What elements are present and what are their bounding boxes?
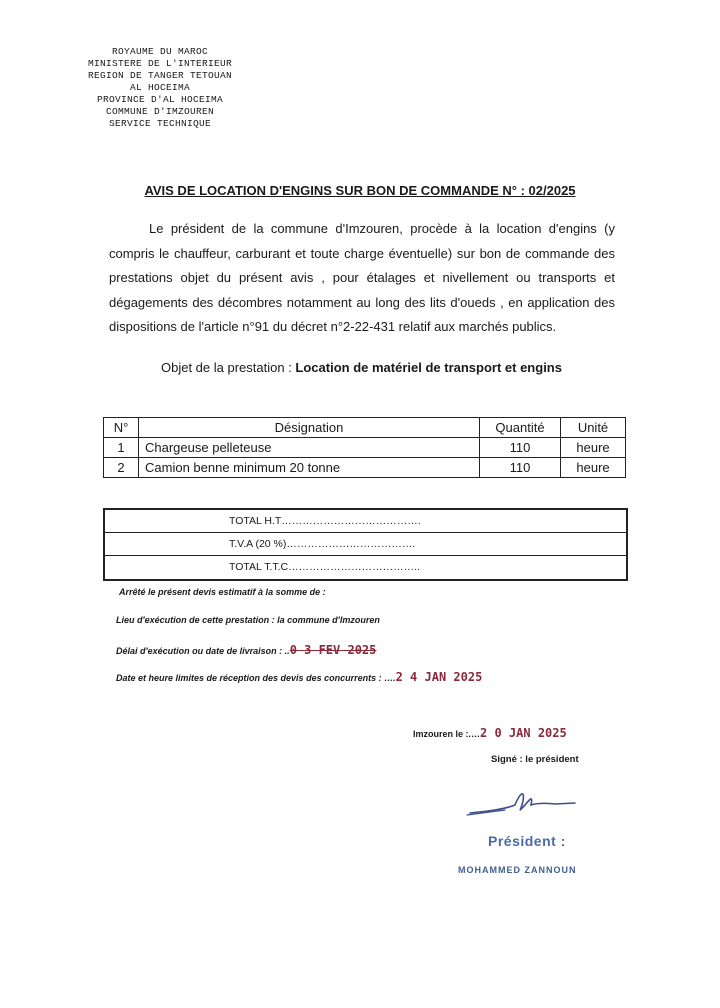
cell-number: 1 bbox=[104, 438, 139, 458]
totals-box bbox=[103, 508, 628, 581]
table-header-row bbox=[104, 418, 626, 438]
object-value: Location de matériel de transport et engins bbox=[295, 360, 562, 375]
total-ht: TOTAL H.T…………………………………. bbox=[229, 515, 421, 527]
delai-line bbox=[116, 643, 376, 657]
delai-stamp: 0 3 FEV 2025 bbox=[289, 643, 377, 657]
order-number: 02/2025 bbox=[524, 183, 576, 198]
lieu-line: Lieu d'exécution de cette prestation : la commune d'Imzouren bbox=[116, 615, 380, 625]
letterhead bbox=[70, 46, 250, 130]
letterhead-line: REGION DE TANGER TETOUAN bbox=[87, 70, 233, 81]
col-header-number: N° bbox=[104, 418, 139, 438]
total-ttc-row bbox=[105, 556, 626, 578]
letterhead-line: SERVICE TECHNIQUE bbox=[108, 118, 211, 129]
place-date-line bbox=[413, 726, 567, 740]
signature-image bbox=[465, 783, 580, 823]
signed-label: Signé : le président bbox=[491, 754, 579, 765]
cell-number: 2 bbox=[104, 458, 139, 478]
letterhead-line: AL HOCEIMA bbox=[129, 82, 190, 93]
letterhead-line: MINISTERE DE L'INTERIEUR bbox=[87, 58, 233, 69]
deadline-label: Date et heure limites de réception des devis des concurrents : …. bbox=[116, 673, 396, 683]
arrete-line: Arrêté le présent devis estimatif à la somme de : bbox=[119, 587, 326, 597]
place-label: Imzouren le :.… bbox=[413, 729, 481, 739]
object-label: Objet de la prestation : bbox=[161, 360, 296, 375]
deadline-stamp: 2 4 JAN 2025 bbox=[395, 670, 483, 684]
president-stamp: Président : bbox=[488, 833, 566, 849]
table-row bbox=[104, 458, 626, 478]
object-line bbox=[161, 360, 562, 375]
tva-row bbox=[105, 533, 626, 556]
body-text: Le président de la commune d'Imzouren, procède à la location d'engins (y compris le chauffeur, carburant et toute charge éventuelle) sur bon de commande des prestations objet du présent avis , pour étalages et nivellement ou transports et dégagements des décombres notamment au long des lits d'oueds , en application des dispositions de l'article n°91 du décret n°2-22-431 relatif aux marchés publics. bbox=[109, 221, 615, 334]
letterhead-line: COMMUNE D'IMZOUREN bbox=[105, 106, 215, 117]
title-text: AVIS DE LOCATION D'ENGINS SUR BON DE COMMANDE N° : bbox=[144, 183, 525, 198]
cell-designation: Camion benne minimum 20 tonne bbox=[139, 458, 480, 478]
deadline-line bbox=[116, 670, 482, 684]
tva: T.V.A (20 %)………………………………. bbox=[229, 538, 416, 550]
col-header-designation: Désignation bbox=[139, 418, 480, 438]
delai-label: Délai d'exécution ou date de livraison : .. bbox=[116, 646, 290, 656]
place-date-stamp: 2 0 JAN 2025 bbox=[480, 726, 567, 740]
cell-unit: heure bbox=[561, 458, 626, 478]
cell-designation: Chargeuse pelleteuse bbox=[139, 438, 480, 458]
col-header-unit: Unité bbox=[561, 418, 626, 438]
col-header-quantity: Quantité bbox=[480, 418, 561, 438]
document-title bbox=[0, 183, 720, 198]
president-name: MOHAMMED ZANNOUN bbox=[458, 865, 577, 875]
letterhead-line: PROVINCE D'AL HOCEIMA bbox=[96, 94, 224, 105]
total-ht-row bbox=[105, 510, 626, 533]
letterhead-line: ROYAUME DU MAROC bbox=[111, 46, 208, 57]
cell-quantity: 110 bbox=[480, 458, 561, 478]
items-table bbox=[103, 417, 626, 478]
cell-unit: heure bbox=[561, 438, 626, 458]
body-paragraph bbox=[109, 217, 615, 340]
cell-quantity: 110 bbox=[480, 438, 561, 458]
total-ttc: TOTAL T.T.C……………………………….. bbox=[229, 561, 420, 573]
table-row bbox=[104, 438, 626, 458]
